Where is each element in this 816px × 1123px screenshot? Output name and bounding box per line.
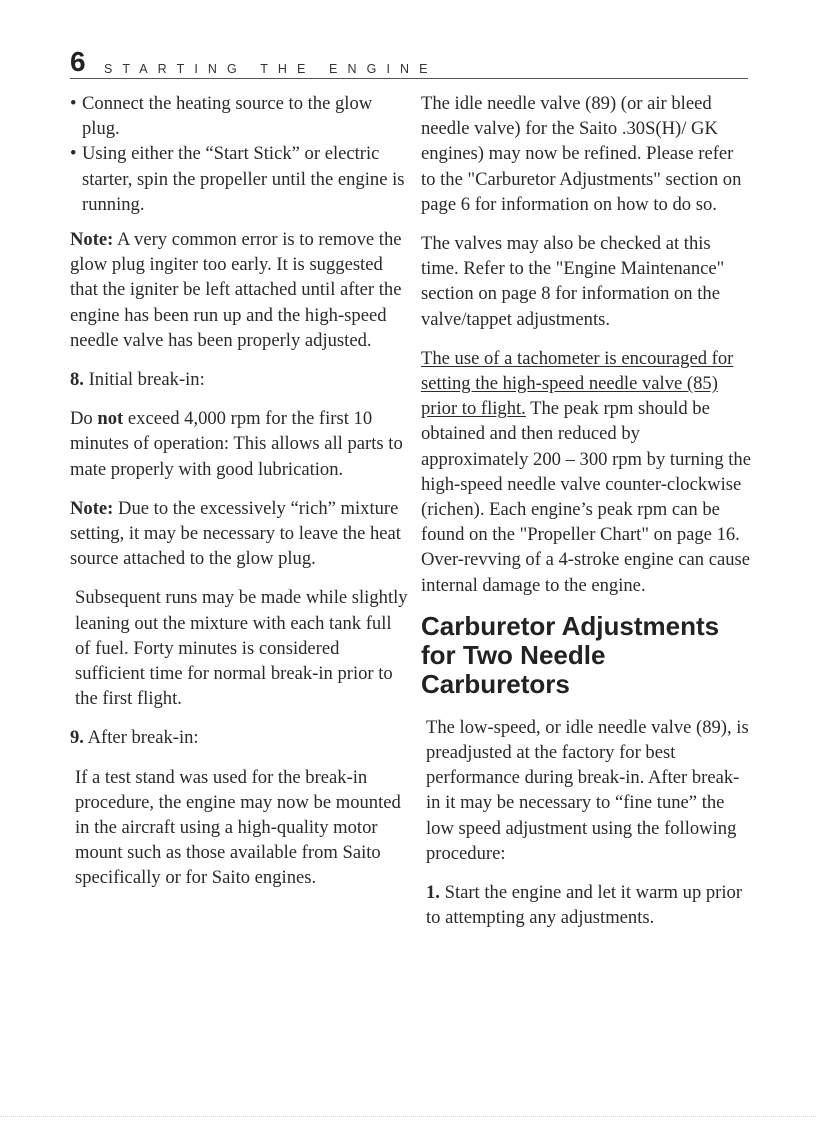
note-paragraph — [70, 227, 408, 353]
underlined-text: The use of a tachometer is encouraged for setting the high-speed needle valve (85) prior to flight. — [421, 347, 734, 420]
note-text: Due to the excessively “rich” mixture setting, it may be necessary to leave the heat source attached to the glow plug. — [70, 497, 401, 570]
step-heading — [70, 725, 408, 750]
section-title: STARTING THE ENGINE — [104, 62, 438, 76]
test-stand-paragraph: If a test stand was used for the break-in procedure, the engine may now be mounted in the aircraft using a high-quality motor mount such as those available from Saito specifically or for Saito engines. — [75, 766, 401, 889]
bullet-item: • Connect the heating source to the glow plug. — [70, 91, 408, 141]
page-header — [70, 46, 748, 79]
tachometer-paragraph — [421, 346, 751, 598]
idle-needle-paragraph: The idle needle valve (89) (or air bleed needle valve) for the Saito .30S(H)/ GK engines) may now be refined. Please refer to the "Carburetor Adjustments" section on page 6 for information on how to do so. — [421, 93, 742, 215]
note-label: Note: — [70, 229, 114, 251]
page-number: 6 — [70, 46, 86, 77]
note-label: Note: — [70, 497, 114, 519]
valves-paragraph: The valves may also be checked at this time. Refer to the "Engine Maintenance" section on page 8 for information on the valve/tappet adjustments. — [421, 233, 725, 330]
note-text: A very common error is to remove the glow plug ingiter too early. It is suggested that the igniter be left attached until after the engine has been run up and the high-speed needle valve has been properly adjusted. — [70, 229, 402, 351]
left-column — [70, 91, 408, 905]
step-title: After break-in: — [87, 727, 199, 749]
text-run: The peak rpm should be obtained and then reduced by approximately 200 – 300 rpm by turning the high-speed needle valve counter-clockwise (richen). Each engine’s peak rpm can be found on the "Propeller Chart" on page 16. Over-revving of a 4-stroke engine can cause internal damage to the engine. — [421, 398, 751, 596]
step-paragraph — [421, 880, 751, 930]
step-number: 9. — [70, 727, 84, 749]
step-title: Initial break-in: — [88, 369, 205, 391]
right-column — [421, 91, 751, 944]
text-run: exceed 4,000 rpm for the first 10 minutes of operation: This allows all parts to mate properly with good lubrication. — [70, 408, 403, 480]
subsequent-runs-paragraph: Subsequent runs may be made while slightly leaning out the mixture with each tank full of fuel. Forty minutes is considered sufficient time for normal break-in prior to the first flight. — [75, 587, 408, 710]
section-subheading: Carburetor Adjustments for Two Needle Carburetors — [421, 610, 720, 699]
bullet-list — [70, 91, 408, 217]
page-bottom-rule — [0, 1116, 816, 1117]
note-paragraph — [70, 496, 408, 572]
emphasis: not — [97, 408, 124, 430]
bullet-item: • Using either the “Start Stick” or electric starter, spin the propeller until the engine is running. — [70, 141, 408, 217]
step-heading — [70, 367, 408, 392]
step-number: 1. — [426, 882, 440, 904]
step-number: 8. — [70, 369, 84, 391]
low-speed-paragraph: The low-speed, or idle needle valve (89), is preadjusted at the factory for best performance during break-in. After break-in it may be necessary to “fine tune” the low speed adjustment using the following procedure: — [426, 716, 749, 864]
break-in-paragraph — [70, 406, 408, 482]
text-run: Do — [70, 408, 93, 430]
step-text: Start the engine and let it warm up prior to attempting any adjustments. — [426, 882, 743, 929]
